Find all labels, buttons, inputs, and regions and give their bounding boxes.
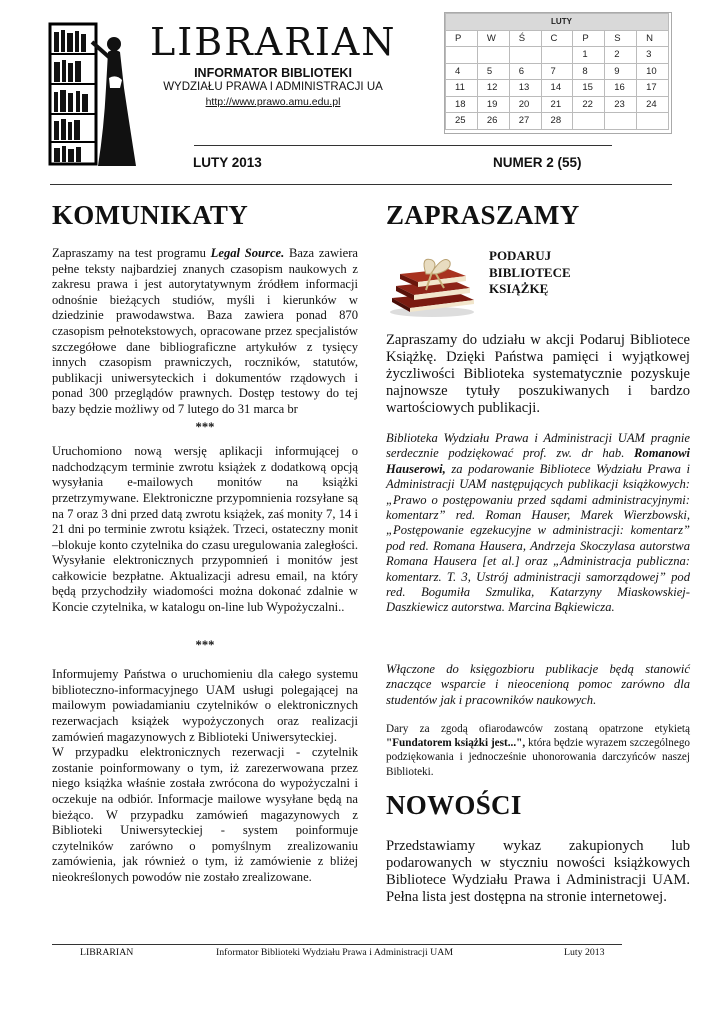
website-link[interactable]: http://www.prawo.amu.edu.pl [205,96,341,108]
separator: *** [195,419,215,434]
heading-line: PODARUJ [489,248,552,263]
calendar-day [477,47,509,64]
label-paragraph: Dary za zgodą ofiarodawców zostaną opatrzone etykietą "Fundatorem książki jest...", która będzie wyrazem szczególnego podziękowania i jednocześnie uhonorowania darczyńców naszej Biblioteki. [386,723,691,778]
calendar-month: LUTY [446,14,669,31]
newsletter-subtitle: INFORMATOR BIBLIOTEKI [194,66,352,80]
thanks-paragraph: Biblioteka Wydziału Prawa i Administracji UAM pragnie serdecznie podziękować prof. zw. dr hab. Romanowi Hauserowi, za podarowanie Bibliotece Wydziału Prawa i Administracji UAM następujących publikacji książkowych: „Prawo o postępowaniu przed sądami administracyjnymi: komentarz” red. Roman Hauser, Marek Wierzbowski, „Postępowanie egzekucyjne w administracji: komentarz” pod red. Romana Hausera, Andrzeja Skoczylasa autorstwa Romana Hausera [et al.] oraz „Administracja publiczna: komentarz. T. 3, Ustrój administracji samorządowej” pod red. Bogumiła Szmulika, Katarzyny Miaskowskiej-Daszkiewicz autorstwa. Marcina Bąkiewicza. [386,431,690,615]
calendar-grid [445,13,669,130]
calendar-day [509,47,541,64]
calendar-weekday: P [446,30,478,47]
calendar-day: 22 [573,96,605,113]
calendar-day: 21 [541,96,573,113]
calendar-day: 25 [446,113,478,130]
calendar-day: 8 [573,63,605,80]
calendar-day: 6 [509,63,541,80]
header-rule-top [194,145,612,146]
calendar-week [446,47,669,64]
calendar-week [446,80,669,97]
department-name: WYDZIAŁU PRAWA I ADMINISTRACJI UA [163,81,383,93]
calendar-day [541,47,573,64]
komunikaty-body [52,246,358,886]
calendar-day: 5 [477,63,509,80]
calendar-weekday: W [477,30,509,47]
separator: *** [195,637,215,652]
calendar-day: 26 [477,113,509,130]
calendar-day: 13 [509,80,541,97]
librarian-illustration [46,18,142,170]
donate-intro-paragraph: Zapraszamy do udziału w akcji Podaruj Bibliotece Książkę. Dzięki Państwa pamięci i wyjątkowej życzliwości Biblioteka systematycznie pozyskuje najnowsze tytuły poszukiwanych i bardzo wartościowych publikacji. [386,332,690,416]
calendar-day: 28 [541,113,573,130]
reminder-app-paragraph: Uruchomiono nową wersję aplikacji informującej o nadchodzącym terminie zwrotu książek z dodatkową opcją wysyłania e-mailowych monitów na książki przetrzymywane. Elektroniczne przypomnienia rozsyłane są na 7 oraz 3 dni przed datą zwrotu książek, zaś monity 7, 14 i 21 dni po terminie zwrotu książek. Trzeci, ostateczny monit –blokuje konto czytelnika do czasu uregulowania zaległości. [52,444,358,552]
new-books-paragraph: Przedstawiamy wykaz zakupionych lub podarowanych w styczniu nowości książkowych Bibliotece Wydziału Prawa i Administracji UAM. Pełna lista jest dostępna na stronie internetowej. [386,838,690,905]
calendar-day: 15 [573,80,605,97]
calendar-week [446,63,669,80]
calendar-day: 18 [446,96,478,113]
mail-notification-paragraph: Informujemy Państwa o uruchomieniu dla całego systemu biblioteczno-informacyjnego UAM usługi polegającej na mailowym powiadamianiu czytelników o elektronicznych rezerwacjach książek wypożyczonych oraz realizacji zamówień magazynowych z Biblioteki Uniwersyteckiej. [52,667,358,744]
footer-title: LIBRARIAN [80,947,134,958]
gift-books-illustration [386,242,478,318]
heading-line: KSIĄŻKĘ [489,281,549,296]
calendar-day: 7 [541,63,573,80]
header-rule-bottom [50,184,672,185]
month-calendar [444,12,672,134]
calendar-day [573,113,605,130]
section-title-nowosci: NOWOŚCI [386,790,522,820]
collection-paragraph: Włączone do księgozbioru publikacje będą stanowić znaczące wsparcie i nieocenioną pomoc zarówno dla studentów jak i pracowników naukowych. [386,662,690,707]
calendar-day: 16 [605,80,637,97]
heading-line: BIBLIOTECE [489,264,571,280]
section-title-komunikaty: KOMUNIKATY [52,200,248,230]
calendar-day: 19 [477,96,509,113]
calendar-day: 10 [637,63,669,80]
newsletter-title: LIBRARIAN [150,20,397,64]
footer-rule [52,944,622,945]
calendar-day [605,113,637,130]
calendar-weekday: S [605,30,637,47]
calendar-day: 2 [605,47,637,64]
donate-book-heading [489,248,599,298]
calendar-day: 12 [477,80,509,97]
calendar-day: 3 [637,47,669,64]
calendar-week [446,96,669,113]
calendar-day: 1 [573,47,605,64]
issue-date: LUTY 2013 [193,155,262,170]
reservation-paragraph: W przypadku elektronicznych rezerwacji - czytelnik zostanie poinformowany o tym, iż zarezerwowana przez niego książka właśnie została zwrócona do wypożyczalni i oczekuje na odbiór. Informacje mailowe wysyłane będą na bieżąco. W przypadku zamówień magazynowych z Biblioteki Uniwersyteckiej - system poinformuje czytelników zarówno o pomyślnym zrealizowaniu zamówienia, jak również o tym, iż zamówienie z bliżej nieokreślonych powodów nie zostało zrealizowane. [52,745,358,884]
calendar-day: 17 [637,80,669,97]
calendar-day: 11 [446,80,478,97]
calendar-day: 20 [509,96,541,113]
calendar-weekday: P [573,30,605,47]
calendar-week [446,113,669,130]
issue-number: NUMER 2 (55) [493,155,582,170]
calendar-day: 9 [605,63,637,80]
section-title-zapraszamy: ZAPRASZAMY [386,200,580,230]
calendar-day: 23 [605,96,637,113]
calendar-day: 4 [446,63,478,80]
calendar-day: 27 [509,113,541,130]
calendar-weekday: Ś [509,30,541,47]
calendar-day [637,113,669,130]
calendar-weekday: N [637,30,669,47]
footer-description: Informator Biblioteki Wydziału Prawa i Administracji UAM [216,947,454,958]
calendar-weekday: C [541,30,573,47]
calendar-day [446,47,478,64]
footer-date: Luty 2013 [564,947,605,958]
free-notifications-paragraph: Wysyłanie elektronicznych przypomnień i monitów jest całkowicie bezpłatne. Aktualizacji adresu email, na który będą przychodziły wiadomości można dokonać zdalnie w Koncie czytelnika, w katalogu on-line lub Wypożyczalni.. [52,553,358,615]
calendar-day: 24 [637,96,669,113]
legal-source-paragraph: Zapraszamy na test programu Legal Source. Baza zawiera pełne teksty najbardziej znanych czasopism naukowych z zakresu prawa i jest autorytatywnym źródłem informacji odnośnie bieżących studiów, myśli i kierunków w dziedzinie prawodawstwa. Baza zawiera ponad 870 czasopism pełnotekstowych, opracowane przez specjalistów szczegółowe dane bibliograficzne artykułów z tysięcy innych czasopism prawniczych, roczników, statutów, publikacji uniwersyteckich i dokumentów rządowych i ponad 300 przeglądów prawnych. Dostęp testowy do tej bazy będzie możliwy od 7 lutego do 31 marca br [52,246,358,416]
calendar-day: 14 [541,80,573,97]
